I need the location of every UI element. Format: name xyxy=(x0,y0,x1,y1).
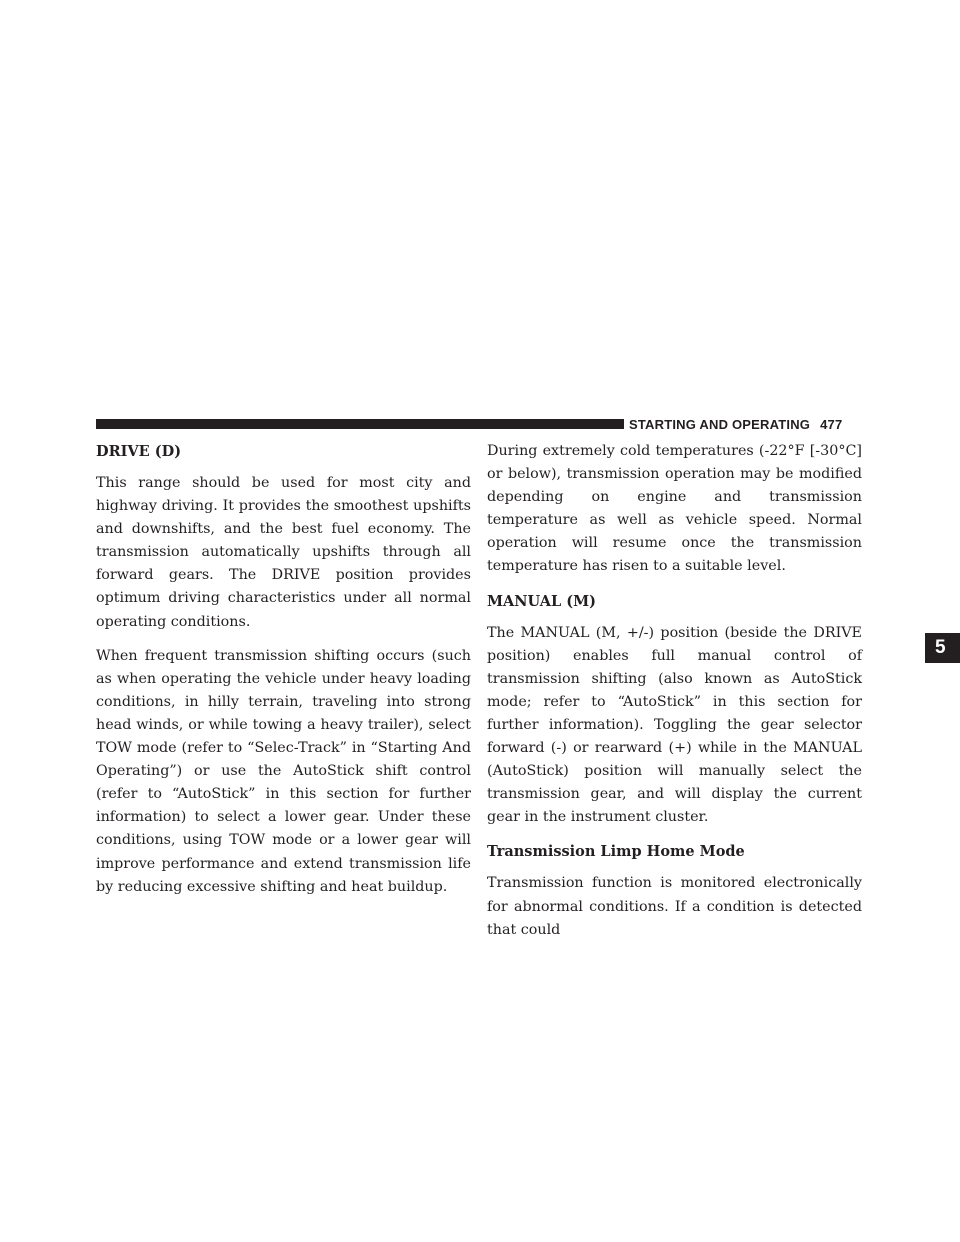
paragraph-drive-2: When frequent transmission shifting occurs (such as when operating the vehicle under heavy loading conditions, in hilly terrain, traveling into strong head winds, or while towing a heavy trailer), select TOW mode (refer to “Selec-Track” in “Starting And Operating”) or use the AutoStick shift control (refer to “AutoStick” in this section for further information) to select a lower gear. Under these conditions, using TOW mode or a lower gear will improve performance and extend transmission life by reducing excessive shifting and heat buildup. xyxy=(96,647,471,895)
left-column xyxy=(96,440,471,910)
page-number: 477 xyxy=(820,417,843,432)
heading-manual: MANUAL (M) xyxy=(487,592,597,610)
right-column xyxy=(487,440,862,953)
chapter-tab xyxy=(925,633,960,663)
heading-limp-home: Transmission Limp Home Mode xyxy=(487,843,745,861)
header-rule-bar xyxy=(96,419,624,429)
paragraph-limp-home: Transmission function is monitored electronically for abnormal conditions. If a condition is detected that could xyxy=(487,875,862,938)
paragraph-cold-temps: During extremely cold temperatures (-22°F [-30°C] or below), transmission operation may be modified depending on engine and transmission temperature as well as vehicle speed. Normal operation will resume once the transmission temperature has risen to a suitable level. xyxy=(487,443,862,575)
section-title: STARTING AND OPERATING xyxy=(629,417,811,432)
paragraph-manual: The MANUAL (M, +/-) position (beside the DRIVE position) enables full manual control of transmission shifting (also known as AutoStick mode; refer to “AutoStick” in this section for further information). Toggling the gear selector forward (-) or rearward (+) while in the MANUAL (AutoStick) position will manually select the transmission gear, and will display the current gear in the instrument cluster. xyxy=(487,624,862,826)
chapter-number: 5 xyxy=(935,637,946,658)
running-header xyxy=(629,417,842,432)
paragraph-drive-1: This range should be used for most city and highway driving. It provides the smoothest upshifts and downshifts, and the best fuel economy. The transmission automatically upshifts through all forward gears. The DRIVE position provides optimum driving characteristics under all normal operating conditions. xyxy=(96,475,471,630)
heading-drive: DRIVE (D) xyxy=(96,443,182,460)
